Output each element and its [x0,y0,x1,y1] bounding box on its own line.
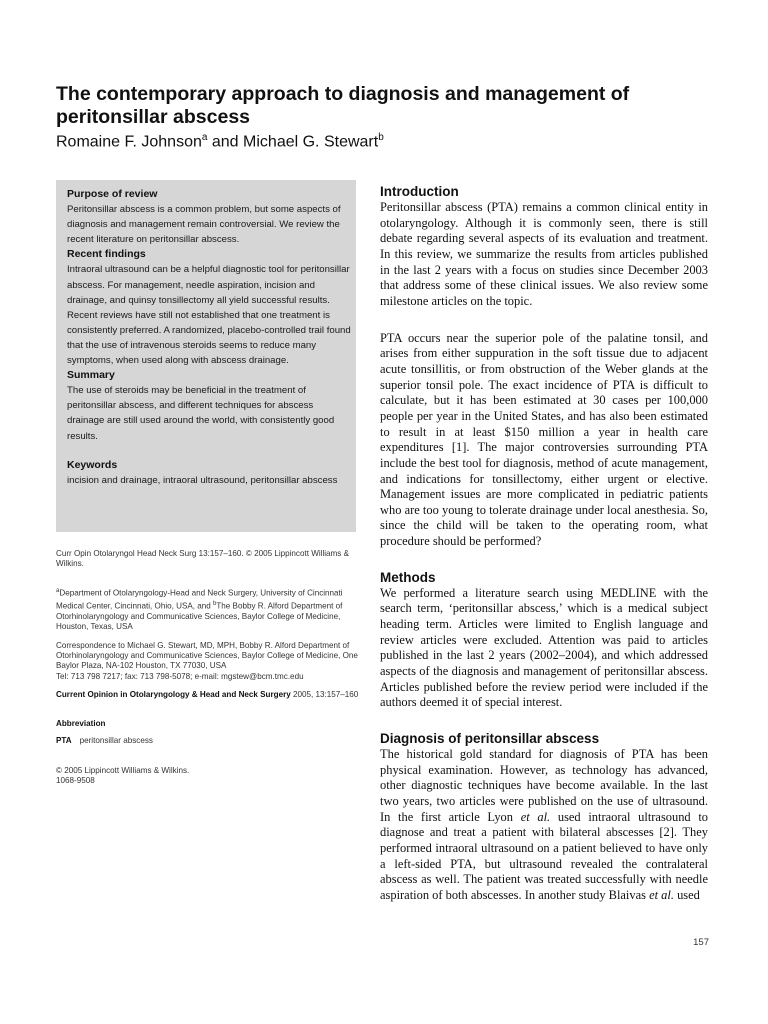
diagnosis-text: used [677,887,700,902]
et-al: et al. [520,809,551,824]
diagnosis-heading: Diagnosis of peritonsillar abscess [380,731,600,747]
methods-heading: Methods [380,569,436,585]
et-al: et al. [649,887,674,902]
affiliation-marker: b [378,132,384,143]
affiliation-marker: a [56,588,60,594]
right-column [380,184,708,904]
copyright-note [56,766,361,786]
methods-paragraph: We performed a literature search using MEDLINE with the search term, ‘peritonsillar abscess,’ which is a medical subject heading term. Articles were limited to English language and review articles were excluded. Attention was paid to articles published in the last 2 years (2002–2004), and which addressed aspects of the diagnosis and management of peritonsillar abscess. Articles published before the review period were included if the authors deemed it of special interest. [380,585,708,710]
journal-name: Current Opinion in Otolaryngology & Head and Neck Surgery [56,690,291,699]
author-name: Romaine F. Johnson [56,133,202,151]
affiliation-marker: b [213,600,217,607]
author-line [56,128,384,152]
introduction-paragraph-2: PTA occurs near the superior pole of the palatine tonsil, and arises from either suppuration in the soft tissue due to adjacent acute tonsillitis, or from obstruction of the Weber glands at the superior tonsil pole. The exact incidence of PTA is difficult to calculate, but it has been estimated at 30 cases per 100,000 people per year in the United States, and has also been estimated to result in at least $150 million a year in health care expenditures [1]. The major controversies surrounding PTA include the best tool for diagnosis, method of acute management, and indications for tonsillectomy, either urgent or elective. Management issues are more complicated in pediatric patients who are too young to tolerate drainage under local anesthesia. So, since the child will be taken to the operating room, what procedure should be performed? [380,330,708,549]
findings-heading: Recent findings [67,248,146,261]
purpose-heading: Purpose of review [67,188,158,200]
abbreviation-term: PTA [56,736,72,745]
abbreviation-definition: peritonsillar abscess [79,736,153,745]
page-number: 157 [693,937,709,948]
issn-text: 1068-9508 [56,776,95,786]
structured-abstract-box [56,180,356,532]
journal-note [56,690,361,700]
keywords-heading: Keywords [67,458,118,471]
summary-heading: Summary [67,369,115,382]
journal-volume: 2005, 13:157–160 [293,690,359,699]
copyright-text: © 2005 Lippincott Williams & Wilkins. [56,766,190,775]
author-name: Michael G. Stewart [243,133,379,151]
correspondence-note [56,641,361,682]
keywords-text: incision and drainage, intraoral ultrasound, peritonsillar abscess [67,474,338,486]
purpose-text: Peritonsillar abscess is a common problem, but some aspects of diagnosis and management remain controversial. We review the recent literature on peritonsillar abscess. [67,204,341,246]
diagnosis-text: used intraoral ultrasound to diagnose and treat a patient with bilateral abscesses [2]. They performed intraoral ultrasound on a patient believed to have only a left-sided PTA, but ultrasound revealed the contralateral abscess as well. The patient was treated successfully with needle aspiration of both abscesses. In another study Blaivas [380,809,709,902]
findings-text: Intraoral ultrasound can be a helpful diagnostic tool for peritonsillar abscess. For management, needle aspiration, incision and drainage, and quinsy tonsillectomy all yield successful results. Recent reviews have still not established that one treatment is consistently preferred. A randomized, placebo-controlled trail found that the use of intravenous steroids seems to reduce many symptoms, when used along with abscess drainage. [67,264,351,367]
introduction-paragraph-1: Peritonsillar abscess (PTA) remains a common clinical entity in otolaryngology. Although it is commonly seen, there is still debate regarding several aspects of its evaluation and treatment. In this review, we summarize the results from articles published in the last 2 years with a focus on studies since December 2003 that address some of these clinical issues. We also review some milestone articles on the topic. [380,200,708,308]
abbreviation-entry [56,736,361,746]
article-title: The contemporary approach to diagnosis and management of peritonsillar abscess [56,83,630,128]
affiliation-a: Department of Otolaryngology-Head and Neck Surgery, University of Cincinnati Medical Center, Cincinnati, Ohio, USA, and [56,588,343,611]
introduction-heading: Introduction [380,184,459,199]
summary-text: The use of steroids may be beneficial in the treatment of peritonsillar abscess, and different techniques for abscess drainage are still used around the world, with consistently good results. [67,385,335,442]
diagnosis-paragraph [380,747,708,904]
correspondence-contact: Tel: 713 798 7217; fax: 713 798-5078; e-mail: mgstew@bcm.tmc.edu [56,671,304,681]
abbreviation-heading: Abbreviation [56,719,106,728]
affiliation-marker: a [201,132,208,143]
affiliations-note [56,586,361,632]
author-conjunction: and [211,133,239,151]
diagnosis-text: The historical gold standard for diagnosis of PTA has been physical examination. However, as technology has advanced, other diagnostic techniques have become available. In the last two years, two articles were published on the use of ultrasound. In the first article Lyon [380,747,708,824]
correspondence-address: Correspondence to Michael G. Stewart, MD, MPH, Bobby R. Alford Department of Otorhinolaryngology and Communicative Sciences, Baylor College of Medicine, One Baylor Plaza, NA-102 Houston, TX 77030, USA [56,641,358,671]
citation-note: Curr Opin Otolaryngol Head Neck Surg 13:157–160. © 2005 Lippincott Williams & Wilkins. [56,549,349,569]
abbreviation-block [56,719,361,729]
affiliation-b: The Bobby R. Alford Department of Otorhinolaryngology and Communicative Sciences, Baylor College of Medicine, Houston, Texas, USA [56,601,343,631]
